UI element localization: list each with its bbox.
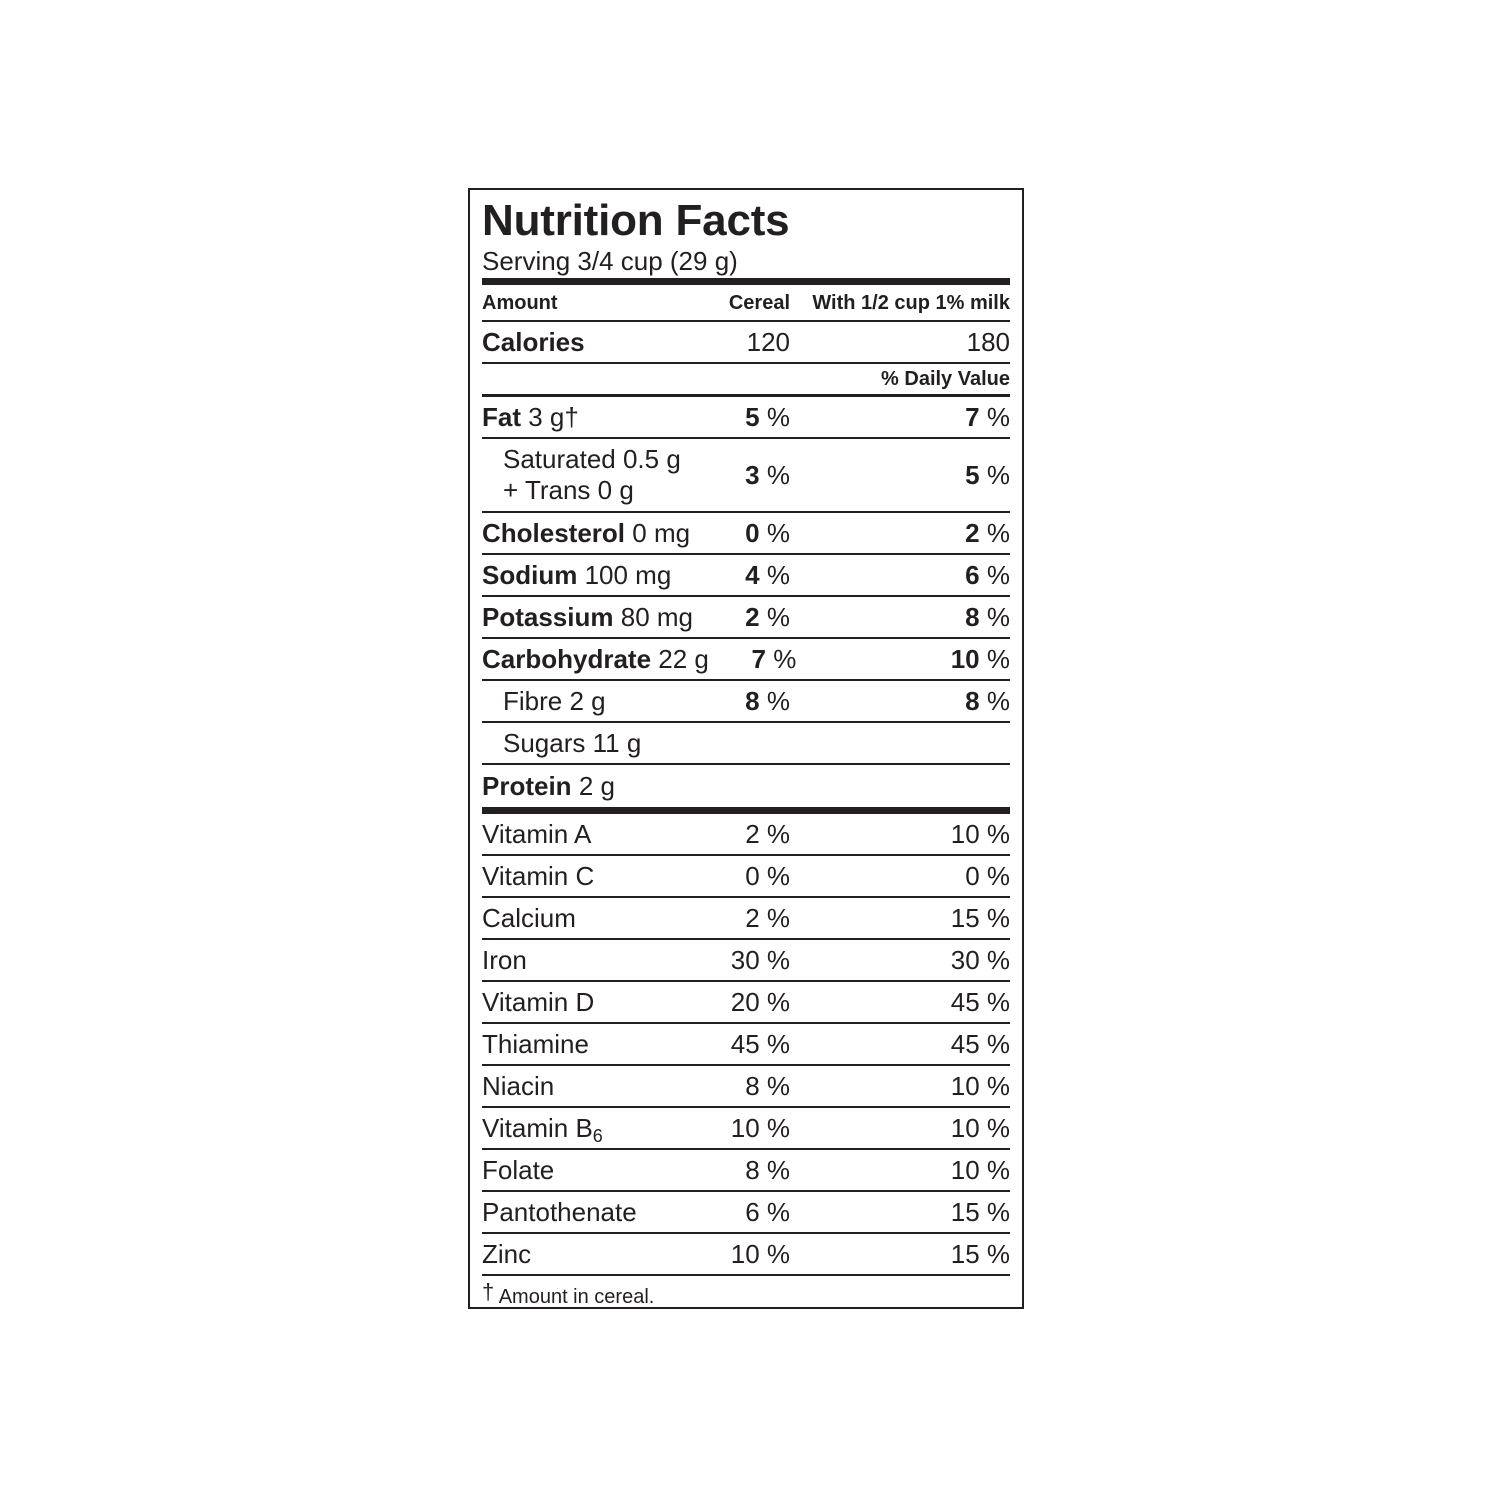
vitamin-cereal-dv: 6 % — [745, 1196, 790, 1227]
column-header-row — [482, 285, 1010, 322]
carbohydrate-cereal-dv: 7 — [751, 643, 766, 674]
nutrition-facts-label — [468, 188, 1024, 1309]
cholesterol-cereal-dv: 0 — [745, 517, 760, 548]
vitamin-row — [482, 1066, 1010, 1108]
vitamin-milk-dv: 45 % — [950, 986, 1010, 1017]
footnote-text: Amount in cereal. — [498, 1286, 655, 1308]
sodium-row — [482, 555, 1010, 597]
cholesterol-amount: 0 mg — [632, 517, 691, 548]
potassium-amount: 80 mg — [620, 601, 693, 632]
sodium-cereal-dv: 4 — [745, 559, 760, 590]
percent-sign: % — [986, 559, 1010, 590]
potassium-cereal-dv: 2 — [745, 601, 760, 632]
vitamin-row — [482, 1150, 1010, 1192]
calories-label: Calories — [482, 326, 585, 357]
fat-row — [482, 397, 1010, 439]
daily-value-row — [482, 364, 1010, 397]
vitamin-subscript: 6 — [592, 1125, 603, 1146]
fibre-milk-dv: 8 — [965, 685, 980, 716]
sodium-amount: 100 mg — [584, 559, 672, 590]
potassium-milk-dv: 8 — [965, 601, 980, 632]
percent-sign: % — [766, 559, 790, 590]
percent-sign: % — [986, 401, 1010, 432]
vitamin-row — [482, 814, 1010, 856]
vitamin-milk-dv: 15 % — [950, 1238, 1010, 1269]
vitamin-row — [482, 982, 1010, 1024]
vitamin-cereal-dv: 45 % — [730, 1028, 790, 1059]
carbohydrate-row — [482, 639, 1010, 681]
percent-sign: % — [766, 517, 790, 548]
vitamin-row — [482, 856, 1010, 898]
vitamin-row — [482, 940, 1010, 982]
vitamin-list — [482, 814, 1010, 1276]
cholesterol-label: Cholesterol — [482, 517, 626, 548]
vitamin-row — [482, 898, 1010, 940]
vitamin-milk-dv: 10 % — [950, 1154, 1010, 1185]
vitamin-milk-dv: 15 % — [950, 1196, 1010, 1227]
potassium-label: Potassium — [482, 601, 614, 632]
with-milk-header: With 1/2 cup 1% milk — [812, 292, 1010, 314]
percent-sign: % — [766, 459, 790, 490]
dagger-symbol: † — [482, 1279, 495, 1304]
percent-sign: % — [986, 685, 1010, 716]
vitamin-milk-dv: 10 % — [950, 818, 1010, 849]
calories-row — [482, 322, 1010, 364]
sodium-milk-dv: 6 — [965, 559, 980, 590]
vitamin-name: Zinc — [482, 1238, 532, 1269]
vitamin-row — [482, 1234, 1010, 1276]
vitamin-cereal-dv: 8 % — [745, 1070, 790, 1101]
serving-size: Serving 3/4 cup (29 g) — [482, 246, 738, 276]
percent-sign: % — [986, 459, 1010, 490]
vitamin-row — [482, 1108, 1010, 1150]
carbohydrate-amount: 22 g — [658, 643, 709, 674]
trans-label: + Trans 0 g — [503, 475, 634, 505]
vitamin-milk-dv: 10 % — [950, 1112, 1010, 1143]
percent-sign: % — [773, 643, 797, 674]
vitamin-name: Vitamin A — [482, 818, 592, 849]
sugars-label: Sugars 11 g — [503, 727, 642, 758]
percent-sign: % — [986, 643, 1010, 674]
vitamin-milk-dv: 45 % — [950, 1028, 1010, 1059]
protein-row — [482, 765, 1010, 807]
fibre-cereal-dv: 8 — [745, 685, 760, 716]
percent-sign: % — [986, 601, 1010, 632]
vitamin-row — [482, 1024, 1010, 1066]
cereal-header: Cereal — [728, 292, 790, 314]
vitamin-cereal-dv: 2 % — [745, 902, 790, 933]
fat-label: Fat — [482, 401, 521, 432]
vitamin-cereal-dv: 10 % — [730, 1238, 790, 1269]
vitamin-name: Iron — [482, 944, 527, 975]
vitamin-cereal-dv: 30 % — [730, 944, 790, 975]
vitamin-name: Thiamine — [482, 1028, 589, 1059]
label-content — [482, 190, 1010, 1311]
carbohydrate-milk-dv: 10 — [950, 643, 980, 674]
vitamin-name: Pantothenate — [482, 1196, 637, 1227]
percent-sign: % — [766, 685, 790, 716]
protein-label: Protein — [482, 770, 572, 801]
fat-milk-dv: 7 — [965, 401, 980, 432]
vitamin-milk-dv: 0 % — [965, 860, 1010, 891]
vitamin-name: Folate — [482, 1154, 555, 1185]
vitamin-row — [482, 1192, 1010, 1234]
vitamin-milk-dv: 15 % — [950, 902, 1010, 933]
saturated-cereal-dv: 3 — [745, 459, 760, 490]
vitamin-name: Vitamin B — [482, 1112, 593, 1143]
percent-sign: % — [766, 601, 790, 632]
fibre-label: Fibre 2 g — [503, 685, 606, 716]
carbohydrate-label: Carbohydrate — [482, 643, 652, 674]
saturated-label: Saturated 0.5 g — [503, 444, 681, 474]
thick-divider — [482, 278, 1010, 285]
vitamin-cereal-dv: 10 % — [730, 1112, 790, 1143]
protein-amount: 2 g — [578, 770, 615, 801]
vitamin-name: Niacin — [482, 1070, 555, 1101]
saturated-trans-row — [482, 439, 1010, 513]
saturated-milk-dv: 5 — [965, 459, 980, 490]
cholesterol-row — [482, 513, 1010, 555]
vitamin-cereal-dv: 0 % — [745, 860, 790, 891]
sugars-row — [482, 723, 1010, 765]
footnote — [482, 1278, 1010, 1311]
thick-divider — [482, 807, 1010, 814]
amount-header: Amount — [482, 292, 558, 314]
fat-cereal-dv: 5 — [745, 401, 760, 432]
vitamin-name: Vitamin D — [482, 986, 595, 1017]
calories-cereal: 120 — [746, 326, 790, 357]
calories-with-milk: 180 — [966, 326, 1010, 357]
vitamin-cereal-dv: 20 % — [730, 986, 790, 1017]
percent-sign: % — [986, 517, 1010, 548]
vitamin-cereal-dv: 8 % — [745, 1154, 790, 1185]
label-title: Nutrition Facts — [482, 196, 790, 245]
potassium-row — [482, 597, 1010, 639]
vitamin-milk-dv: 30 % — [950, 944, 1010, 975]
percent-sign: % — [766, 401, 790, 432]
cholesterol-milk-dv: 2 — [965, 517, 980, 548]
fat-amount: 3 g† — [528, 401, 579, 432]
vitamin-name: Vitamin C — [482, 860, 595, 891]
vitamin-milk-dv: 10 % — [950, 1070, 1010, 1101]
sodium-label: Sodium — [482, 559, 578, 590]
fibre-row — [482, 681, 1010, 723]
vitamin-cereal-dv: 2 % — [745, 818, 790, 849]
daily-value-label: % Daily Value — [881, 367, 1010, 390]
vitamin-name: Calcium — [482, 902, 576, 933]
